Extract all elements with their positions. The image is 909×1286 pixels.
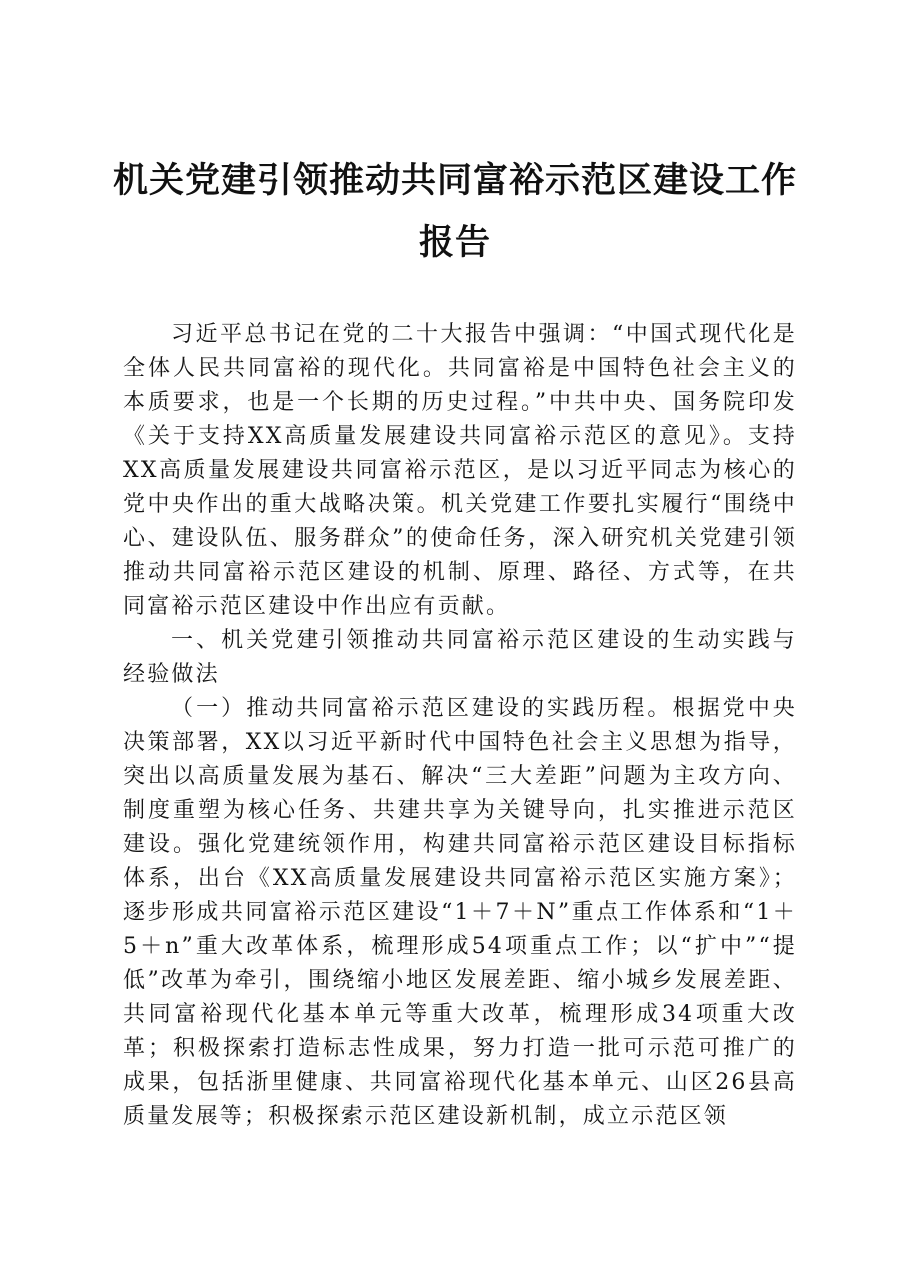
section-heading-1: 一、机关党建引领推动共同富裕示范区建设的生动实践与经验做法 bbox=[123, 628, 797, 687]
document-body bbox=[123, 318, 797, 1134]
subsection-paragraph-1: （一）推动共同富裕示范区建设的实践历程。根据党中央决策部署，XX以习近平新时代中国特色社会主义思想为指导，突出以高质量发展为基石、解决“三大差距”问题为主攻方向、制度重塑为核心任务、共建共享为关键导向，扎实推进示范区建设。强化党建统领作用，构建共同富裕示范区建设目标指标体系，出台《XX高质量发展建设共同富裕示范区实施方案》；逐步形成共同富裕示范区建设“1＋7＋N”重点工作体系和“1＋5＋n”重大改革体系，梳理形成54项重点工作；以“扩中”“提低”改革为牵引，围绕缩小地区发展差距、缩小城乡发展差距、共同富裕现代化基本单元等重大改革，梳理形成34项重大改革；积极探索打造标志性成果，努力打造一批可示范可推广的成果，包括浙里健康、共同富裕现代化基本单元、山区26县高质量发展等；积极探索示范区建设新机制，成立示范区领 bbox=[123, 696, 797, 1129]
document-title: 机关党建引领推动共同富裕示范区建设工作报告 bbox=[112, 161, 797, 263]
intro-paragraph: 习近平总书记在党的二十大报告中强调：“中国式现代化是全体人民共同富裕的现代化。共同富裕是中国特色社会主义的本质要求，也是一个长期的历史过程。”中共中央、国务院印发《关于支持XX高质量发展建设共同富裕示范区的意见》。支持XX高质量发展建设共同富裕示范区，是以习近平同志为核心的党中央作出的重大战略决策。机关党建工作要扎实履行“围绕中心、建设队伍、服务群众”的使命任务，深入研究机关党建引领推动共同富裕示范区建设的机制、原理、路径、方式等，在共同富裕示范区建设中作出应有贡献。 bbox=[123, 322, 797, 619]
